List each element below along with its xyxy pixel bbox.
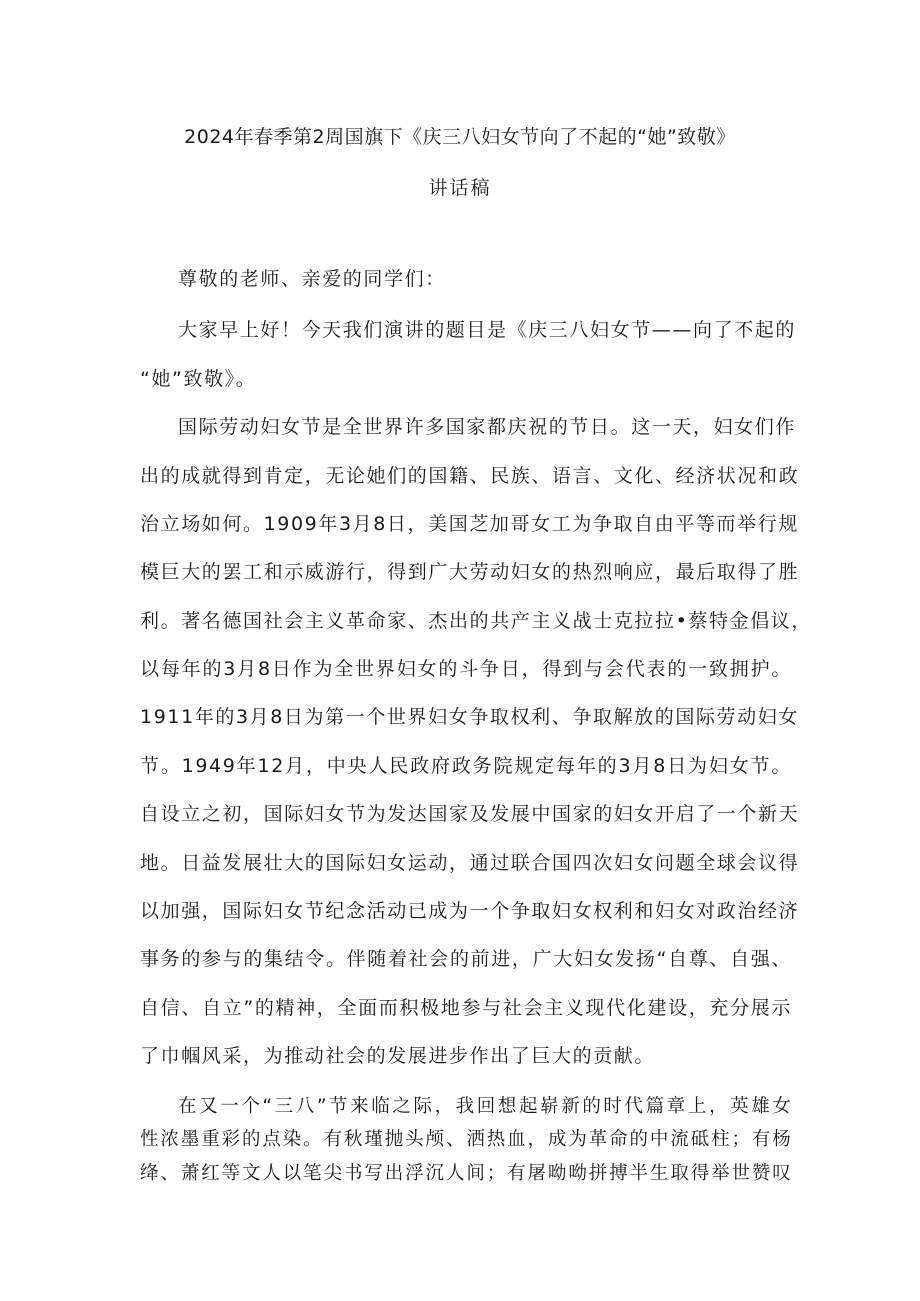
paragraph-line: 地。日益发展壮大的国际妇女运动，通过联合国四次妇女问题全球会议得 (140, 852, 800, 874)
paragraph-line: 以每年的3月8日作为全世界妇女的斗争日，得到与会代表的一致拥护。 (140, 658, 792, 680)
paragraph-line: 事务的参与的集结令。伴随着社会的前进，广大妇女发扬“自尊、自强、 (140, 948, 792, 970)
paragraph-line: 国际劳动妇女节是全世界许多国家都庆祝的节日。这一天，妇女们作 (178, 416, 797, 438)
paragraph-line: 节。1949年12月，中央人民政府政务院规定每年的3月8日为妇女节。 (140, 755, 792, 777)
paragraph-line: 以加强，国际妇女节纪念活动已成为一个争取妇女权利和妇女对政治经济 (140, 900, 800, 922)
paragraph-line: 了巾帼风采，为推动社会的发展进步作出了巨大的贡献。 (140, 1045, 656, 1067)
document-subtitle: 讲话稿 (428, 177, 492, 199)
salutation: 尊敬的老师、亲爱的同学们： (178, 268, 446, 290)
paragraph-line: 1911年的3月8日为第一个世界妇女争取权利、争取解放的国际劳动妇女 (140, 706, 799, 728)
paragraph-line: “她”致敬》。 (140, 368, 257, 390)
paragraph-line: 自设立之初，国际妇女节为发达国家及发展中国家的妇女开启了一个新天 (140, 803, 800, 825)
paragraph-line: 出的成就得到肯定，无论她们的国籍、民族、语言、文化、经济状况和政 (140, 465, 800, 487)
document-title: 2024年春季第2周国旗下《庆三八妇女节向了不起的“她”致敬》 (184, 126, 736, 148)
paragraph-line: 大家早上好！今天我们演讲的题目是《庆三八妇女节——向了不起的 (178, 319, 797, 341)
paragraph-line: 利。著名德国社会主义革命家、杰出的共产主义战士克拉拉•蔡特金倡议， (140, 610, 813, 632)
paragraph-line: 在又一个“三八”节来临之际，我回想起崭新的时代篇章上，英雄女 (178, 1096, 792, 1117)
paragraph-line: 性浓墨重彩的点染。有秋瑾抛头颅、洒热血，成为革命的中流砥柱；有杨 (140, 1129, 792, 1150)
paragraph-line: 自信、自立”的精神，全面而积极地参与社会主义现代化建设，充分展示 (140, 997, 792, 1019)
paragraph-line: 绛、萧红等文人以笔尖书写出浮沉人间；有屠呦呦拼搏半生取得举世赞叹 (140, 1163, 792, 1184)
paragraph-line: 模巨大的罢工和示威游行，得到广大劳动妇女的热烈响应，最后取得了胜 (140, 561, 800, 583)
paragraph-line: 治立场如何。1909年3月8日，美国芝加哥女工为争取自由平等而举行规 (140, 513, 799, 535)
